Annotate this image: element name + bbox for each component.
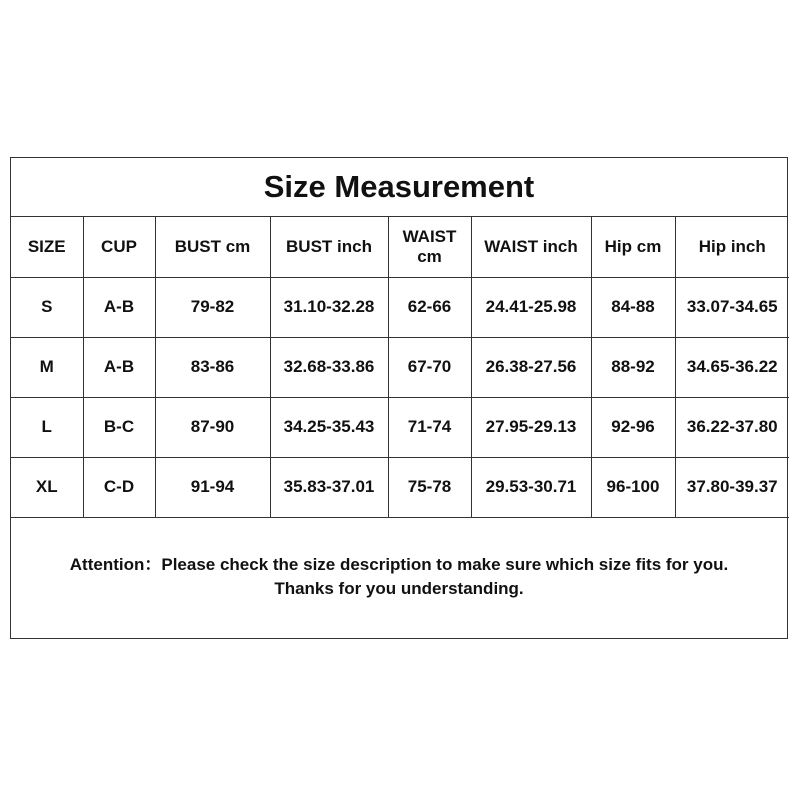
cell-hip-inch: 36.22-37.80 xyxy=(675,397,789,457)
cell-size: XL xyxy=(11,457,83,517)
cell-hip-inch: 37.80-39.37 xyxy=(675,457,789,517)
cell-bust-inch: 31.10-32.28 xyxy=(270,277,388,337)
cell-hip-cm: 96-100 xyxy=(591,457,675,517)
header-hip-cm: Hip cm xyxy=(591,217,675,277)
header-bust-inch: BUST inch xyxy=(270,217,388,277)
cell-size: M xyxy=(11,337,83,397)
header-size: SIZE xyxy=(11,217,83,277)
cell-hip-inch: 34.65-36.22 xyxy=(675,337,789,397)
header-waist-inch: WAIST inch xyxy=(471,217,591,277)
attention-line: Attention：Please check the size description to make sure which size fits for you. xyxy=(69,554,729,574)
cell-bust-cm: 87-90 xyxy=(155,397,270,457)
cell-waist-inch: 29.53-30.71 xyxy=(471,457,591,517)
table-row xyxy=(11,397,789,457)
header-waist-cm: WAIST cm xyxy=(388,217,471,277)
cell-waist-inch: 26.38-27.56 xyxy=(471,337,591,397)
table-row xyxy=(11,457,789,517)
cell-size: L xyxy=(11,397,83,457)
cell-waist-cm: 62-66 xyxy=(388,277,471,337)
cell-cup: A-B xyxy=(83,337,155,397)
cell-hip-inch: 33.07-34.65 xyxy=(675,277,789,337)
table-row xyxy=(11,277,789,337)
cell-cup: A-B xyxy=(83,277,155,337)
cell-hip-cm: 88-92 xyxy=(591,337,675,397)
size-table xyxy=(11,217,789,518)
chart-title: Size Measurement xyxy=(11,158,787,217)
cell-bust-inch: 32.68-33.86 xyxy=(270,337,388,397)
cell-waist-cm: 67-70 xyxy=(388,337,471,397)
cell-size: S xyxy=(11,277,83,337)
cell-waist-inch: 27.95-29.13 xyxy=(471,397,591,457)
cell-waist-inch: 24.41-25.98 xyxy=(471,277,591,337)
cell-bust-cm: 79-82 xyxy=(155,277,270,337)
cell-hip-cm: 92-96 xyxy=(591,397,675,457)
cell-bust-inch: 34.25-35.43 xyxy=(270,397,388,457)
cell-hip-cm: 84-88 xyxy=(591,277,675,337)
size-chart xyxy=(10,157,788,639)
cell-bust-cm: 91-94 xyxy=(155,457,270,517)
cell-bust-inch: 35.83-37.01 xyxy=(270,457,388,517)
cell-bust-cm: 83-86 xyxy=(155,337,270,397)
cell-waist-cm: 71-74 xyxy=(388,397,471,457)
header-row xyxy=(11,217,789,277)
cell-cup: C-D xyxy=(83,457,155,517)
header-bust-cm: BUST cm xyxy=(155,217,270,277)
table-row xyxy=(11,337,789,397)
header-cup: CUP xyxy=(83,217,155,277)
header-hip-inch: Hip inch xyxy=(675,217,789,277)
thanks-line: Thanks for you understanding. xyxy=(274,578,524,598)
cell-cup: B-C xyxy=(83,397,155,457)
attention-note xyxy=(11,518,787,636)
cell-waist-cm: 75-78 xyxy=(388,457,471,517)
